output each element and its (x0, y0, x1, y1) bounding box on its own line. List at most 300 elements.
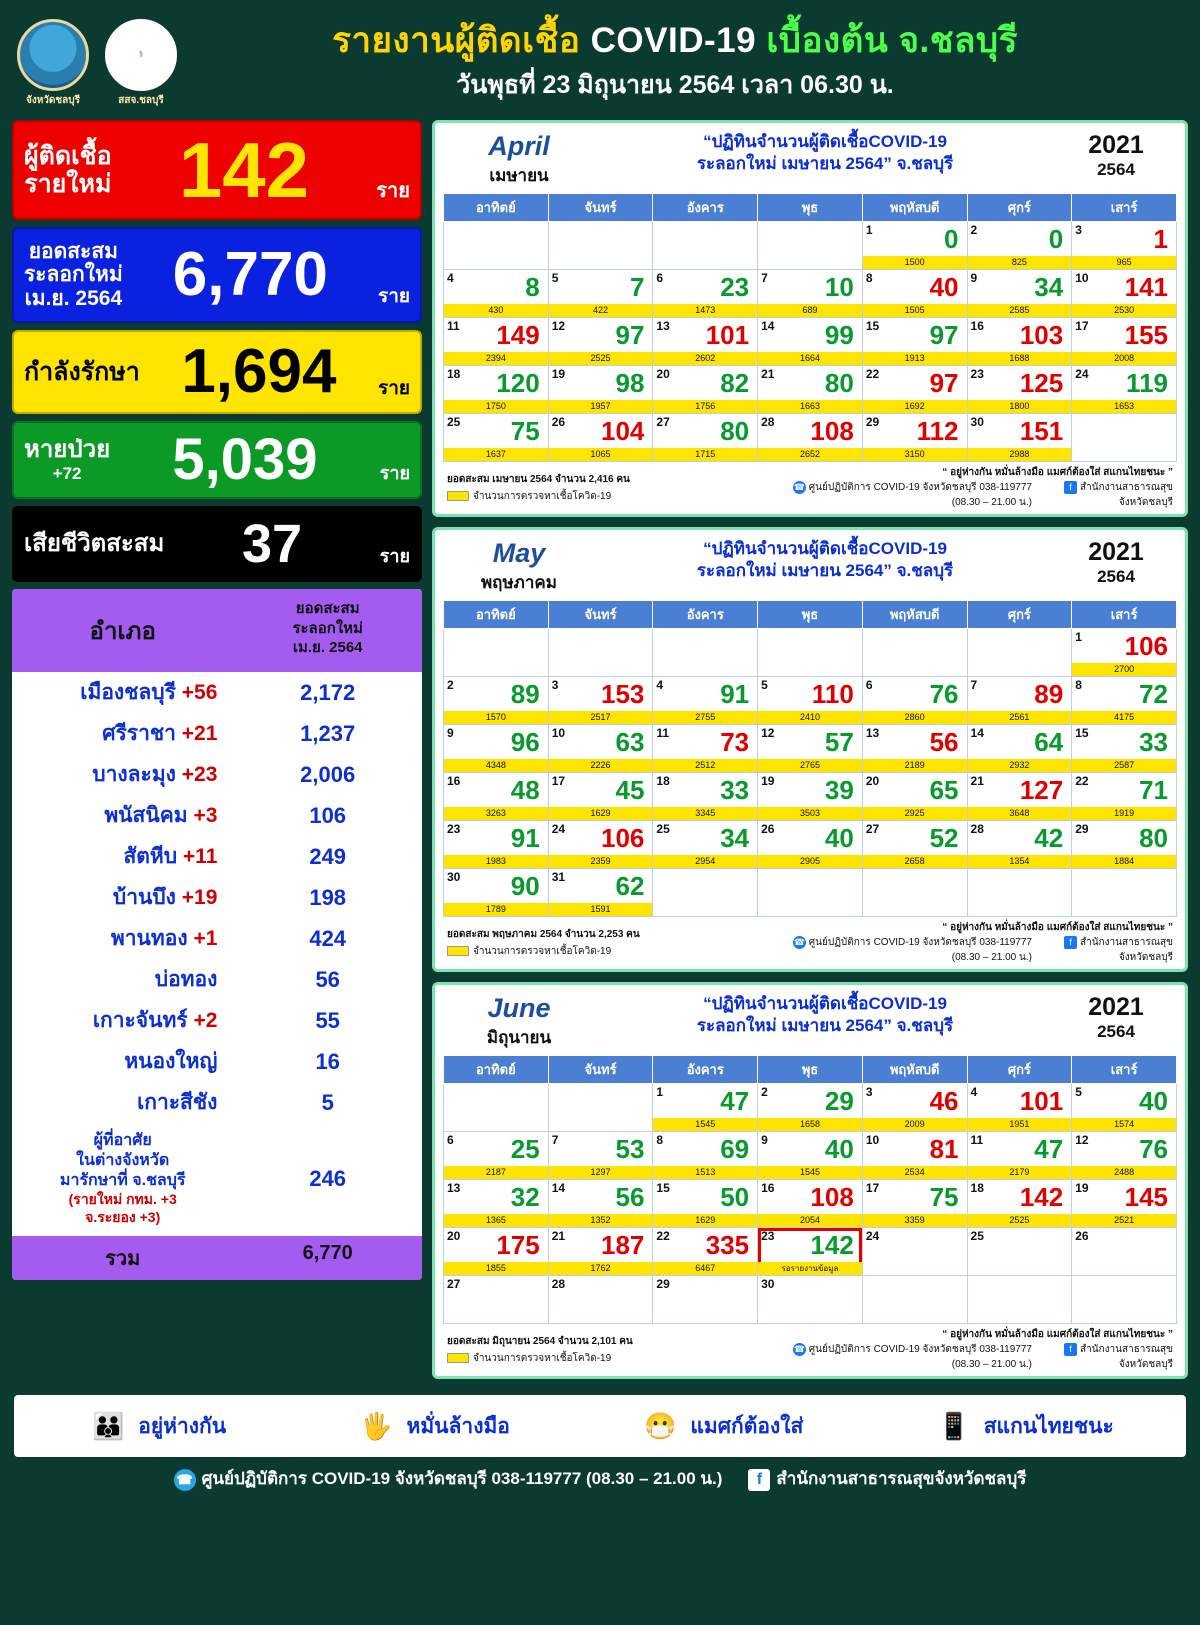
calendar-phone: ☎ ศูนย์ปฏิบัติการ COVID-19 จังหวัดชลบุรี 038-119777 (08.30 – 21.00 น.) (793, 937, 1032, 963)
calendar-day-cell (548, 1276, 653, 1324)
calendar-day-number: 8 (656, 1133, 664, 1147)
calendar-day-tests: 2925 (863, 807, 967, 820)
district-name (12, 959, 233, 1000)
calendar-day-inner (549, 1228, 653, 1275)
calendar-day-tests: 1500 (863, 256, 967, 269)
calendar-phone: ☎ ศูนย์ปฏิบัติการ COVID-19 จังหวัดชลบุรี 038-119777 (08.30 – 21.00 น.) (793, 482, 1032, 508)
district-name (12, 672, 233, 713)
calendar-day-cell (444, 366, 549, 414)
handwash-icon: 🖐 (360, 1410, 393, 1441)
calendar-day-cell (444, 1276, 549, 1324)
calendar-day-inner (863, 1084, 967, 1131)
calendar-day-tests: 2932 (968, 759, 1072, 772)
calendar-day-tests: 965 (1072, 256, 1176, 269)
calendar-day-cell (1072, 1180, 1177, 1228)
calendar-day-inner (863, 1228, 967, 1275)
calendar-year-en: 2021 (1088, 993, 1144, 1021)
calendar-day-cell (653, 318, 758, 366)
calendar-day-cell (967, 366, 1072, 414)
calendar-day-number: 7 (761, 271, 768, 285)
out-of-province-label-line4: (รายใหม่ กทม. +3 (68, 1191, 177, 1207)
prevention-item (638, 1404, 803, 1448)
calendar-day-number: 25 (970, 1229, 984, 1243)
calendar-footer-right (781, 1327, 1173, 1372)
calendar-weekday: จันทร์ (548, 601, 653, 629)
calendar-day-number: 22 (1075, 774, 1089, 788)
calendar-weekday: พฤหัสบดี (862, 1056, 967, 1084)
calendar-day-cell (653, 773, 758, 821)
district-name-text: บางละมุง (92, 763, 176, 786)
calendar-empty-cell (1072, 869, 1177, 917)
calendar-empty-cell (444, 222, 549, 270)
calendar-day-tests: รอรายงานข้อมูล (758, 1262, 862, 1275)
calendar-phone: ☎ ศูนย์ปฏิบัติการ COVID-19 จังหวัดชลบุรี 038-119777 (08.30 – 21.00 น.) (793, 1344, 1032, 1370)
calendar-empty-cell (1072, 1276, 1177, 1324)
district-value: 2,172 (300, 679, 356, 705)
calendar-day-tests: 2585 (968, 304, 1072, 317)
district-delta: +11 (182, 845, 218, 868)
calendar-day-cell (444, 773, 549, 821)
footer-phone-text: ศูนย์ปฏิบัติการ COVID-19 จังหวัดชลบุรี 038-119777 (08.30 – 21.00 น.) (201, 1469, 723, 1488)
calendar-empty-cell (967, 1276, 1072, 1324)
calendar-day-number: 29 (865, 415, 880, 429)
calendar-day-cases: 106 (1124, 631, 1168, 661)
calendar-day-cell (444, 318, 549, 366)
calendar-empty-cell (758, 869, 863, 917)
calendar-day-number: 1 (865, 223, 873, 237)
calendar-day-cases: 99 (824, 320, 854, 350)
calendar-day-inner (863, 821, 967, 868)
calendar-day-cases: 104 (601, 416, 645, 446)
calendar-day-tests: 2561 (968, 711, 1072, 724)
calendar-day-number: 6 (656, 271, 664, 285)
calendar-day-cases: 97 (929, 320, 959, 350)
calendar-day-tests: 1692 (863, 400, 967, 413)
thaichana-icon: 📱 (937, 1410, 970, 1441)
calendar-day-number: 9 (970, 271, 978, 285)
calendar-day-tests: 1570 (444, 711, 548, 724)
distance-icon: 👪 (92, 1410, 125, 1441)
calendar-month-en: June (487, 993, 551, 1023)
calendar-grid (443, 1055, 1177, 1324)
calendar-day-tests: 1352 (549, 1214, 653, 1227)
calendar-day-number: 29 (1075, 822, 1089, 836)
facebook-icon[interactable]: f (748, 1469, 770, 1491)
district-value: 106 (309, 802, 347, 828)
facebook-icon[interactable]: f (1064, 481, 1077, 494)
calendar-day-inner (968, 1180, 1072, 1227)
calendar-day-cases: 145 (1124, 1182, 1168, 1212)
province-logo (14, 19, 92, 108)
calendar-day-tests: 2226 (549, 759, 653, 772)
calendar-day-inner (758, 1180, 862, 1227)
stat-new-cases-value: 142 (178, 126, 310, 214)
calendar-facebook[interactable]: f สำนักงานสาธารณสุขจังหวัดชลบุรี (1046, 935, 1173, 965)
district-name (12, 877, 233, 918)
calendar-day-number: 18 (970, 1181, 984, 1195)
calendar-day-cell (1072, 318, 1177, 366)
calendar-day-cell (1072, 366, 1177, 414)
calendar-day-cell (862, 414, 967, 462)
calendar-day-tests: 2587 (1072, 759, 1176, 772)
calendar-day-cell (862, 677, 967, 725)
calendar-day-tests: 1983 (444, 855, 548, 868)
calendar-weekday: อาทิตย์ (444, 1056, 549, 1084)
calendar-day-inner (653, 773, 757, 820)
calendar-day-tests: 1505 (863, 304, 967, 317)
calendar-day-cases: 34 (1034, 272, 1064, 302)
calendar-day-tests: 2905 (758, 855, 862, 868)
calendar-weekday: พฤหัสบดี (862, 601, 967, 629)
district-delta: +2 (193, 1009, 218, 1032)
calendar-day-inner (444, 1132, 548, 1179)
calendar-day-inner (1072, 366, 1176, 413)
stat-deaths (12, 506, 422, 582)
calendar-day-number: 30 (761, 1277, 775, 1291)
page-title-part2: COVID-19 (590, 20, 757, 60)
calendar-day-inner (1072, 270, 1176, 317)
calendar-day-inner (549, 318, 653, 365)
phone-icon: ☎ (793, 482, 805, 492)
calendar-day-number: 19 (551, 367, 566, 381)
calendar-day-inner (863, 222, 967, 269)
calendar-day-inner (444, 1276, 548, 1323)
calendar-empty-cell (862, 869, 967, 917)
calendar-week-row (444, 725, 1177, 773)
calendar-weekday: อังคาร (653, 194, 758, 222)
stat-treating (12, 330, 422, 414)
calendar-day-number: 1 (1075, 630, 1082, 644)
calendar-day-number: 18 (656, 774, 670, 788)
calendar-month-th: มิถุนายน (486, 1028, 552, 1047)
calendar-day-tests: 1065 (549, 448, 653, 461)
calendar-day-cell (758, 270, 863, 318)
district-total-value: 6,770 (302, 1242, 353, 1264)
stat-deaths-unit: ราย (379, 546, 410, 566)
calendar-day-number: 8 (1075, 678, 1082, 692)
calendar-day-cases: 80 (824, 368, 854, 398)
calendar-day-cell (444, 1132, 549, 1180)
calendar-day-cases: 153 (601, 679, 645, 709)
district-name-text: สัตหีบ (123, 845, 178, 868)
district-name (12, 918, 233, 959)
calendar-day-number: 14 (761, 319, 775, 333)
calendar-day-cases: 47 (720, 1086, 750, 1116)
calendar-title-line2: ระลอกใหม่ เมษายน 2564” จ.ชลบุรี (696, 1016, 954, 1036)
district-row (12, 672, 422, 713)
calendar-day-number: 27 (447, 1277, 461, 1291)
stat-new-cases-unit: ราย (376, 180, 410, 202)
calendar-day-tests: 4175 (1072, 711, 1176, 724)
calendar-day-inner (653, 677, 757, 724)
calendar-day-tests: 1574 (1072, 1118, 1176, 1131)
calendar-day-inner (444, 821, 548, 868)
calendar-day-cases: 8 (525, 272, 540, 302)
calendar-day-number: 2 (447, 678, 454, 692)
calendar-title-line2: ระลอกใหม่ เมษายน 2564” จ.ชลบุรี (696, 561, 954, 581)
calendar-day-tests: 1473 (653, 304, 757, 317)
calendar-day-cases: 56 (929, 727, 959, 757)
calendar-day-tests: 1663 (758, 400, 862, 413)
calendar-day-inner (653, 366, 757, 413)
calendar-footer (443, 1324, 1177, 1372)
calendar-day-tests: 1688 (968, 352, 1072, 365)
calendar-day-number: 10 (865, 1133, 880, 1147)
calendar-day-cases: 71 (1139, 775, 1168, 805)
health-caduceus-icon: ⚕ (105, 19, 177, 91)
district-header-value (233, 589, 422, 672)
calendar-day-tests: 1789 (444, 903, 548, 916)
calendar-day-inner (444, 366, 548, 413)
district-row (12, 795, 422, 836)
calendar-day-cases: 76 (1139, 1134, 1168, 1164)
calendar-day-cell (1072, 222, 1177, 270)
calendar-day-inner (653, 318, 757, 365)
calendar-day-number: 22 (865, 367, 880, 381)
stat-cumulative-unit: ราย (377, 286, 410, 307)
calendar-day-cases: 90 (510, 871, 540, 901)
calendar-day-inner (1072, 1084, 1176, 1131)
calendar-day-cases: 48 (510, 775, 540, 805)
calendar-day-inner (1072, 318, 1176, 365)
calendar-weekday: อาทิตย์ (444, 194, 549, 222)
calendar-empty-cell (758, 629, 863, 677)
calendar-day-inner (863, 270, 967, 317)
calendar-day-cases: 80 (1139, 823, 1168, 853)
calendar-day-cell (758, 1276, 863, 1324)
calendar-year (1061, 538, 1171, 587)
district-name-text: หนองใหญ่ (124, 1050, 218, 1073)
calendar-day-tests: 1354 (968, 855, 1072, 868)
out-of-province-label-line1: ผู้ที่อาศัย (93, 1132, 152, 1149)
calendar-facebook[interactable]: f สำนักงานสาธารณสุขจังหวัดชลบุรี (1046, 480, 1173, 510)
calendar-june (432, 982, 1188, 1379)
calendar-week-row (444, 1132, 1177, 1180)
prevention-item-label: หมั่นล้างมือ (406, 1414, 510, 1438)
calendar-day-number: 12 (551, 319, 566, 333)
province-logo-caption: จังหวัดชลบุรี (25, 94, 81, 106)
stat-recovered-label-text: หายป่วย (24, 436, 111, 464)
footer-facebook-text: สำนักงานสาธารณสุขจังหวัดชลบุรี (776, 1469, 1027, 1488)
district-name-text: เกาะสีชัง (137, 1091, 218, 1114)
calendar-month-en: May (492, 538, 546, 568)
calendar-empty-cell (444, 1084, 549, 1132)
calendar-day-cell (862, 318, 967, 366)
calendar-day-tests: 4348 (444, 759, 548, 772)
calendar-day-cell (862, 1084, 967, 1132)
calendar-day-inner (863, 677, 967, 724)
calendar-day-tests: 1545 (758, 1166, 862, 1179)
footer-facebook[interactable] (748, 1465, 1026, 1492)
calendar-day-cases: 64 (1034, 727, 1064, 757)
calendar-day-cases: 63 (615, 727, 645, 757)
facebook-icon[interactable]: f (1064, 936, 1077, 949)
calendar-day-tests: 2534 (863, 1166, 967, 1179)
mask-icon: 😷 (644, 1410, 677, 1441)
calendar-week-row (444, 1180, 1177, 1228)
calendar-day-cell (862, 1180, 967, 1228)
page-content (0, 120, 1200, 1389)
stat-recovered (12, 421, 422, 499)
stat-new-cases-label-line1: ผู้ติดเชื้อ (24, 142, 112, 170)
calendar-day-cases: 69 (720, 1134, 750, 1164)
calendar-day-cell (653, 366, 758, 414)
calendar-day-inner (1072, 629, 1176, 676)
district-name-text: เกาะจันทร์ (92, 1009, 188, 1032)
calendar-may (432, 527, 1188, 972)
calendar-day-number: 18 (447, 367, 461, 381)
calendar-day-number: 14 (970, 726, 984, 740)
calendar-day-number: 4 (447, 271, 454, 285)
calendar-weekday: อังคาร (653, 601, 758, 629)
calendar-day-tests: 1365 (444, 1214, 548, 1227)
calendar-day-cases: 108 (810, 1182, 854, 1212)
calendar-day-inner (653, 821, 757, 868)
calendar-month-th: พฤษภาคม (480, 573, 558, 592)
calendar-facebook[interactable]: f สำนักงานสาธารณสุขจังหวัดชลบุรี (1046, 1342, 1173, 1372)
district-table-header (12, 589, 422, 672)
prevention-item (932, 1404, 1114, 1448)
district-name (12, 713, 233, 754)
calendar-day-tests: 1750 (444, 400, 548, 413)
calendar-day-number: 2 (761, 1085, 768, 1099)
calendar-day-inner (444, 318, 548, 365)
calendar-day-number: 17 (551, 774, 566, 788)
calendar-day-number: 10 (1075, 271, 1089, 285)
phone-icon: ☎ (174, 1469, 196, 1491)
stat-deaths-value: 37 (241, 514, 303, 574)
calendar-day-cell (548, 318, 653, 366)
calendar-day-tests: 2189 (863, 759, 967, 772)
calendar-day-cell (548, 725, 653, 773)
calendar-slogan: “ อยู่ห่างกัน หมั่นล้างมือ แมศก์ต้องใส่ สแกนไทยชนะ ” (942, 1329, 1173, 1340)
calendar-day-number: 9 (761, 1133, 768, 1147)
calendar-day-cell (862, 821, 967, 869)
calendar-day-tests: 2755 (653, 711, 757, 724)
calendar-week-row (444, 1276, 1177, 1324)
calendar-day-inner (968, 366, 1072, 413)
calendar-day-inner (758, 414, 862, 461)
footer-contacts (14, 1457, 1186, 1492)
calendar-day-cases: 127 (1019, 775, 1064, 805)
calendar-day-inner (444, 1228, 548, 1275)
calendar-day-cases: 151 (1019, 416, 1064, 446)
calendar-day-cases: 149 (496, 320, 540, 350)
calendar-title-line1: “ปฏิทินจำนวนผู้ติดเชื้อCOVID-19 (703, 994, 947, 1013)
calendar-day-cases: 101 (1019, 1086, 1064, 1116)
calendar-day-tests: 2954 (653, 855, 757, 868)
calendar-legend-text: จำนวนการตรวจหาเชื้อโควิด-19 (473, 945, 612, 957)
calendar-weekday: อาทิตย์ (444, 601, 549, 629)
district-name-text: บ่อทอง (154, 968, 218, 991)
calendar-day-cell (967, 1228, 1072, 1276)
calendar-day-cell (967, 318, 1072, 366)
calendar-day-number: 31 (551, 870, 566, 884)
calendar-day-tests: 2525 (549, 352, 653, 365)
calendar-footer-left (447, 1334, 766, 1366)
calendar-day-cases: 119 (1126, 368, 1168, 398)
calendar-year (1061, 993, 1171, 1042)
stat-new-cases-label-line2: รายใหม่ (24, 170, 112, 198)
calendar-day-tests: 2652 (758, 448, 862, 461)
calendar-weekday: ศุกร์ (967, 601, 1072, 629)
calendar-day-inner (863, 318, 967, 365)
calendar-day-number: 30 (970, 415, 984, 429)
calendar-day-number: 24 (865, 1229, 880, 1243)
calendar-month-th: เมษายน (489, 166, 549, 185)
calendar-day-inner (653, 1084, 757, 1131)
page-title-part3: เบื้องต้น จ.ชลบุรี (766, 20, 1018, 60)
out-of-province-note (12, 1123, 422, 1230)
calendar-day-cases: 97 (929, 368, 959, 398)
calendar-day-cell (548, 1132, 653, 1180)
calendar-day-tests: 1513 (653, 1166, 757, 1179)
health-office-logo-caption: สสจ.ชลบุรี (118, 94, 164, 106)
calendar-day-cell (758, 1132, 863, 1180)
calendar-day-cases: 32 (510, 1182, 540, 1212)
prevention-item-label: อยู่ห่างกัน (138, 1414, 227, 1438)
calendar-day-inner (863, 773, 967, 820)
calendar-day-number: 8 (865, 271, 873, 285)
calendar-day-number: 6 (865, 678, 873, 692)
calendar-weekday: จันทร์ (548, 1056, 653, 1084)
calendar-day-inner (444, 869, 548, 916)
district-header-value-line3: เม.ย. 2564 (292, 639, 363, 656)
calendar-weekday: พุธ (758, 194, 863, 222)
stat-cumulative-label-line3: เม.ย. 2564 (24, 286, 123, 310)
calendar-footer-left (447, 472, 766, 504)
footer-phone (174, 1465, 723, 1492)
calendar-footer (443, 917, 1177, 965)
calendar-day-cell (1072, 725, 1177, 773)
calendar-day-tests: 2658 (863, 855, 967, 868)
out-of-province-label-line5: จ.ระยอง +3) (85, 1208, 161, 1225)
calendar-legend-text: จำนวนการตรวจหาเชื้อโควิด-19 (473, 490, 612, 502)
facebook-icon[interactable]: f (1064, 1343, 1077, 1356)
calendar-day-number: 12 (1075, 1133, 1089, 1147)
calendar-day-tests: 2488 (1072, 1166, 1176, 1179)
calendar-day-cases: 89 (1034, 679, 1064, 709)
district-table (12, 589, 422, 1280)
district-row (12, 1000, 422, 1041)
calendar-day-tests: 2988 (968, 448, 1072, 461)
calendar-day-number: 3 (865, 1085, 873, 1099)
calendar-day-cases: 40 (824, 1134, 854, 1164)
calendar-day-tests: 1637 (444, 448, 548, 461)
calendar-day-cases: 335 (705, 1230, 750, 1260)
district-value: 55 (315, 1007, 340, 1033)
calendar-weekday: ศุกร์ (967, 1056, 1072, 1084)
calendar-day-number: 29 (656, 1277, 670, 1291)
district-total-row (12, 1236, 422, 1280)
calendar-day-cell (967, 1180, 1072, 1228)
calendar-day-inner (968, 821, 1072, 868)
calendar-title (589, 131, 1061, 175)
calendar-column (432, 120, 1188, 1389)
calendar-day-inner (758, 677, 862, 724)
calendar-week-row (444, 414, 1177, 462)
summary-column (12, 120, 422, 1389)
calendar-day-number: 3 (551, 678, 559, 692)
stat-cumulative-label (24, 240, 123, 311)
calendar-day-cell (548, 414, 653, 462)
district-name-text: พานทอง (110, 927, 188, 950)
calendar-week-row (444, 1084, 1177, 1132)
calendar-day-number: 28 (970, 822, 984, 836)
calendar-day-number: 5 (551, 271, 559, 285)
calendar-day-cell (548, 1228, 653, 1276)
district-row (12, 713, 422, 754)
